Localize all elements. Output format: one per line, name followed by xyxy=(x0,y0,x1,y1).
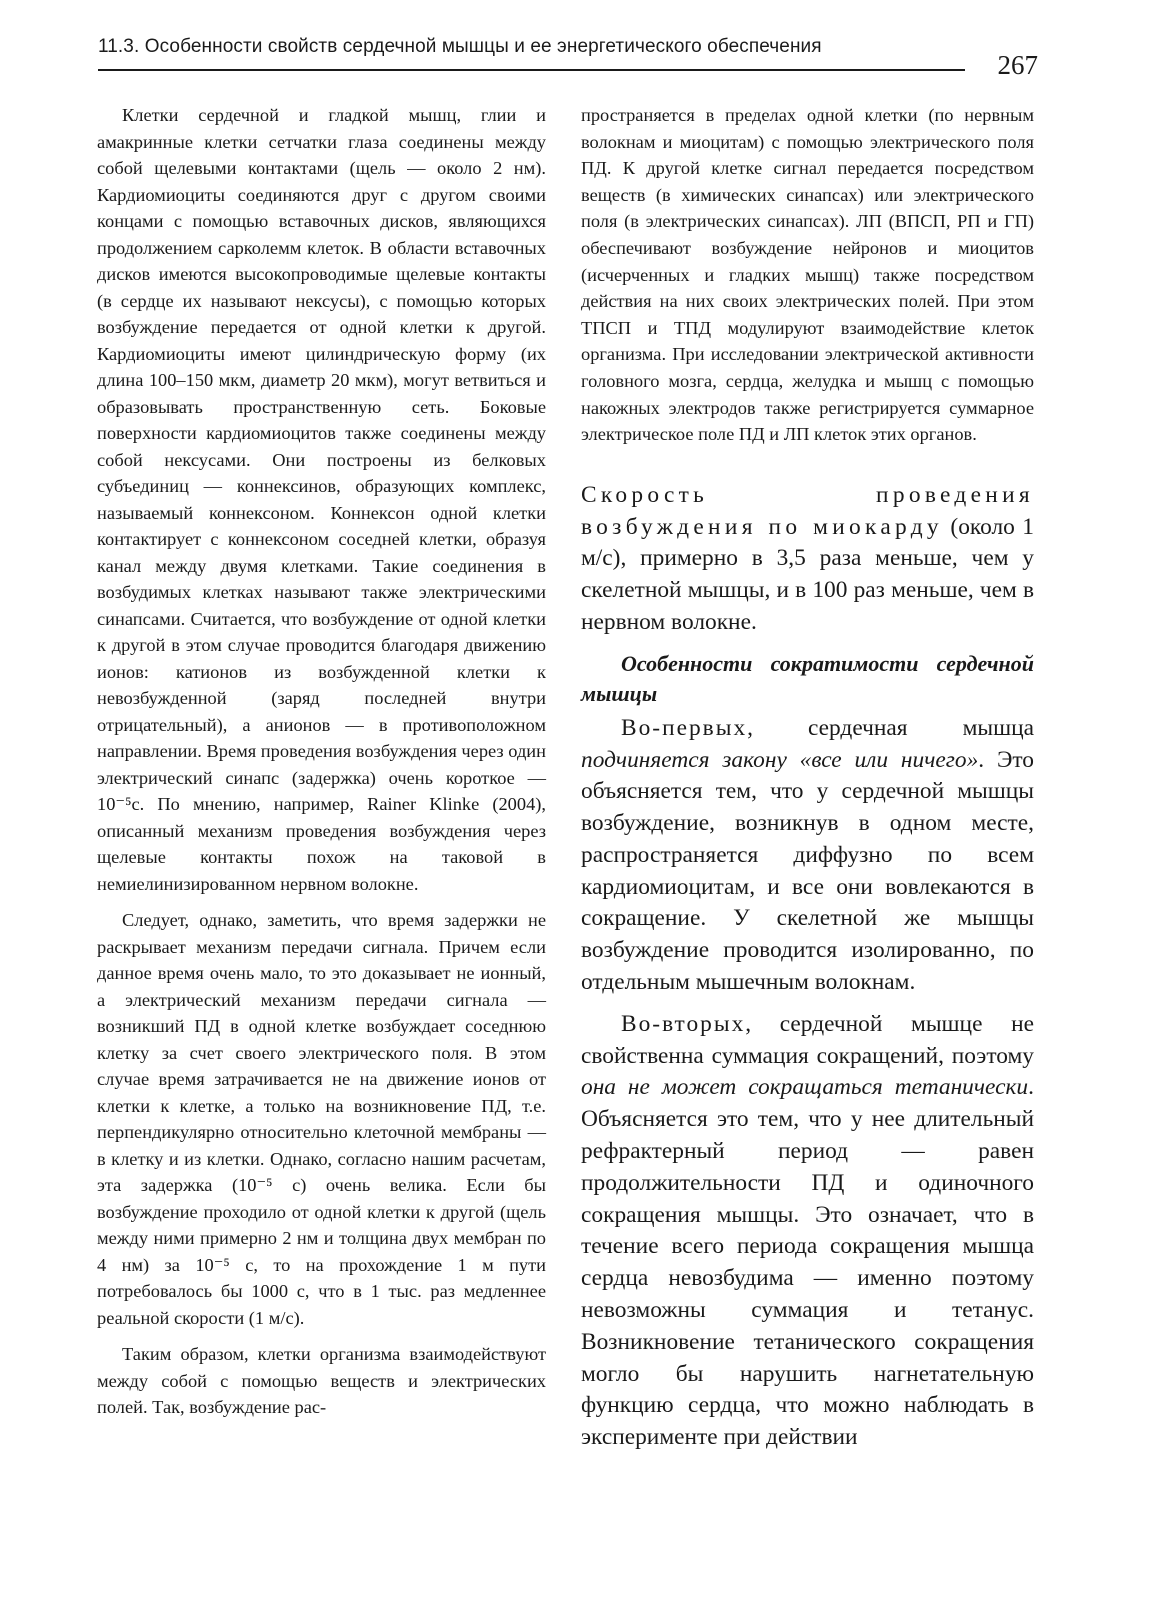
section-subheading: Особенности сократимости сердечной мышцы xyxy=(581,650,1034,706)
page-header xyxy=(98,32,1038,80)
second-lead: Во-вторых xyxy=(621,1010,746,1037)
paragraph-second xyxy=(581,1009,1034,1454)
speed-block xyxy=(581,480,1034,1454)
second-italic: она не может сокращаться тетанически xyxy=(581,1074,1029,1101)
first-lead: Во-первых xyxy=(621,714,748,741)
paragraph-continuation: пространяется в пределах одной клетки (по нервным волокнам и миоцитам) с помощью электрического поля ПД. К другой клетке сигнал передается посредством веществ (в химических синапсах) или электрического поля (в электрических синапсах). ЛП (ВПСП, РП и ГП) обеспечивают возбуждение нейронов и миоцитов (исчерченных и гладких мышц) также посредством действия на них своих электрических полей. При этом ТПСП и ТПД модулируют взаимодействие клеток организма. При исследовании электрической активности головного мозга, сердца, желудка и мышц с помощью накожных электродов также регистрируется суммарное электрическое поле ПД и ЛП клеток этих органов. xyxy=(581,105,1034,445)
speed-rest: (около 1 м/с), примерно в 3,5 раза меньше, чем у скелетной мышцы, и в 100 раз меньше, чем в нервном волокне. xyxy=(581,513,1034,635)
first-italic: подчиняется закону «все или ничего» xyxy=(581,746,979,773)
paragraph-delay-mechanism: Следует, однако, заметить, что время задержки не раскрывает механизм передачи сигнала. Причем если данное время очень мало, то это доказывает не ионный, а электрический механизм передачи сигнала — возникший ПД в одной клетке возбуждает соседнюю клетку за счет своего электрического поля. В этом случае время затрачивается не на движение ионов от клетки к клетке, а только на возникновение ПД, т.е. перпендикулярно относительно клеточной мембраны — в клетку и из клетки. Однако, согласно нашим расчетам, эта задержка (10⁻⁵ с) очень велика. Если бы возбуждение проходило от одной клетки к другой (щель между ними примерно 2 нм и толщина двух мембран по 4 нм) за 10⁻⁵ с, то на прохождение 1 м пути потребовалось бы 1000 с, что в 1 тыс. раз медленнее реальной скорости (1 м/с). xyxy=(97,910,546,1328)
paragraph-conclusion: Таким образом, клетки организма взаимодействуют между собой с помощью веществ и электрических полей. Так, возбуждение рас- xyxy=(97,1344,546,1417)
header-rule xyxy=(98,69,965,71)
contractility-body xyxy=(581,713,1034,1454)
right-column xyxy=(581,102,1034,1454)
left-column xyxy=(97,102,546,1421)
first-text-b: . Это объясняется тем, что у сердечной мышцы возбуждение, возникнув в одном месте, распространяется диффузно по всем кардиомиоцитам, и все они вовлекаются в сокращение. У скелетной же мышцы возбуждение проводится изолированно, по отдельным мышечным волокнам. xyxy=(581,746,1034,996)
page-number: 267 xyxy=(997,50,1038,80)
running-head: 11.3. Особенности свойств сердечной мышцы и ее энергетического обеспечения xyxy=(98,36,822,57)
second-text-b: . Объясняется это тем, что у нее длительный рефрактерный период — равен продолжительности ПД и одиночного сокращения мышцы. Это означает, что в течение всего периода сокращения мышца сердца невозбудима — именно поэтому невозможны суммация и тетанус. Возникновение тетанического сокращения могло бы нарушить нагнетательную функцию сердца, что можно наблюдать в эксперименте при действии xyxy=(581,1074,1034,1451)
paragraph-first xyxy=(581,713,1034,999)
continuation-block xyxy=(581,102,1034,448)
speed-emphasis: Скорость проведения возбуждения по миокарду xyxy=(581,481,1034,540)
second-text-a: , сердечной мышце не свойственна суммация сокращений, поэтому xyxy=(581,1010,1034,1069)
paragraph-conduction-speed xyxy=(581,480,1034,639)
first-text-a: , сердечная мышца xyxy=(747,714,1034,741)
paragraph-gap-junctions: Клетки сердечной и гладкой мышц, глии и амакринные клетки сетчатки глаза соединены между собой щелевыми контактами (щель — около 2 нм). Кардиомиоциты соединяются друг с другом своими концами с помощью вставочных дисков, являющихся продолжением сарколемм клеток. В области вставочных дисков имеются высокопроводимые щелевые контакты (в сердце их называют нексусы), с помощью которых возбуждение передается от одной клетки к другой. Кардиомиоциты имеют цилиндрическую форму (их длина 100–150 мкм, диаметр 20 мкм), могут ветвиться и образовывать пространственную сеть. Боковые поверхности кардиомиоцитов также соединены между собой нексусами. Они построены из белковых субъединиц — коннексинов, образующих комплекс, называемый коннексоном. Коннексон одной клетки контактирует с коннексоном соседней клетки, образуя канал между двумя клетками. Такие соединения в возбудимых клетках называют также электрическими синапсами. Считается, что возбуждение от одной клетки к другой в этом случае проводится благодаря движению ионов: катионов из возбужденной клетки к невозбужденной (заряд последней внутри отрицательный), а анионов — в противоположном направлении. Время проведения возбуждения через один электрический синапс (задержка) очень короткое — 10⁻⁵с. По мнению, например, Rainer Klinke (2004), описанный механизм проведения возбуждения через щелевые контакты похож на таковой в немиелинизированном нервном волокне. xyxy=(97,105,546,894)
